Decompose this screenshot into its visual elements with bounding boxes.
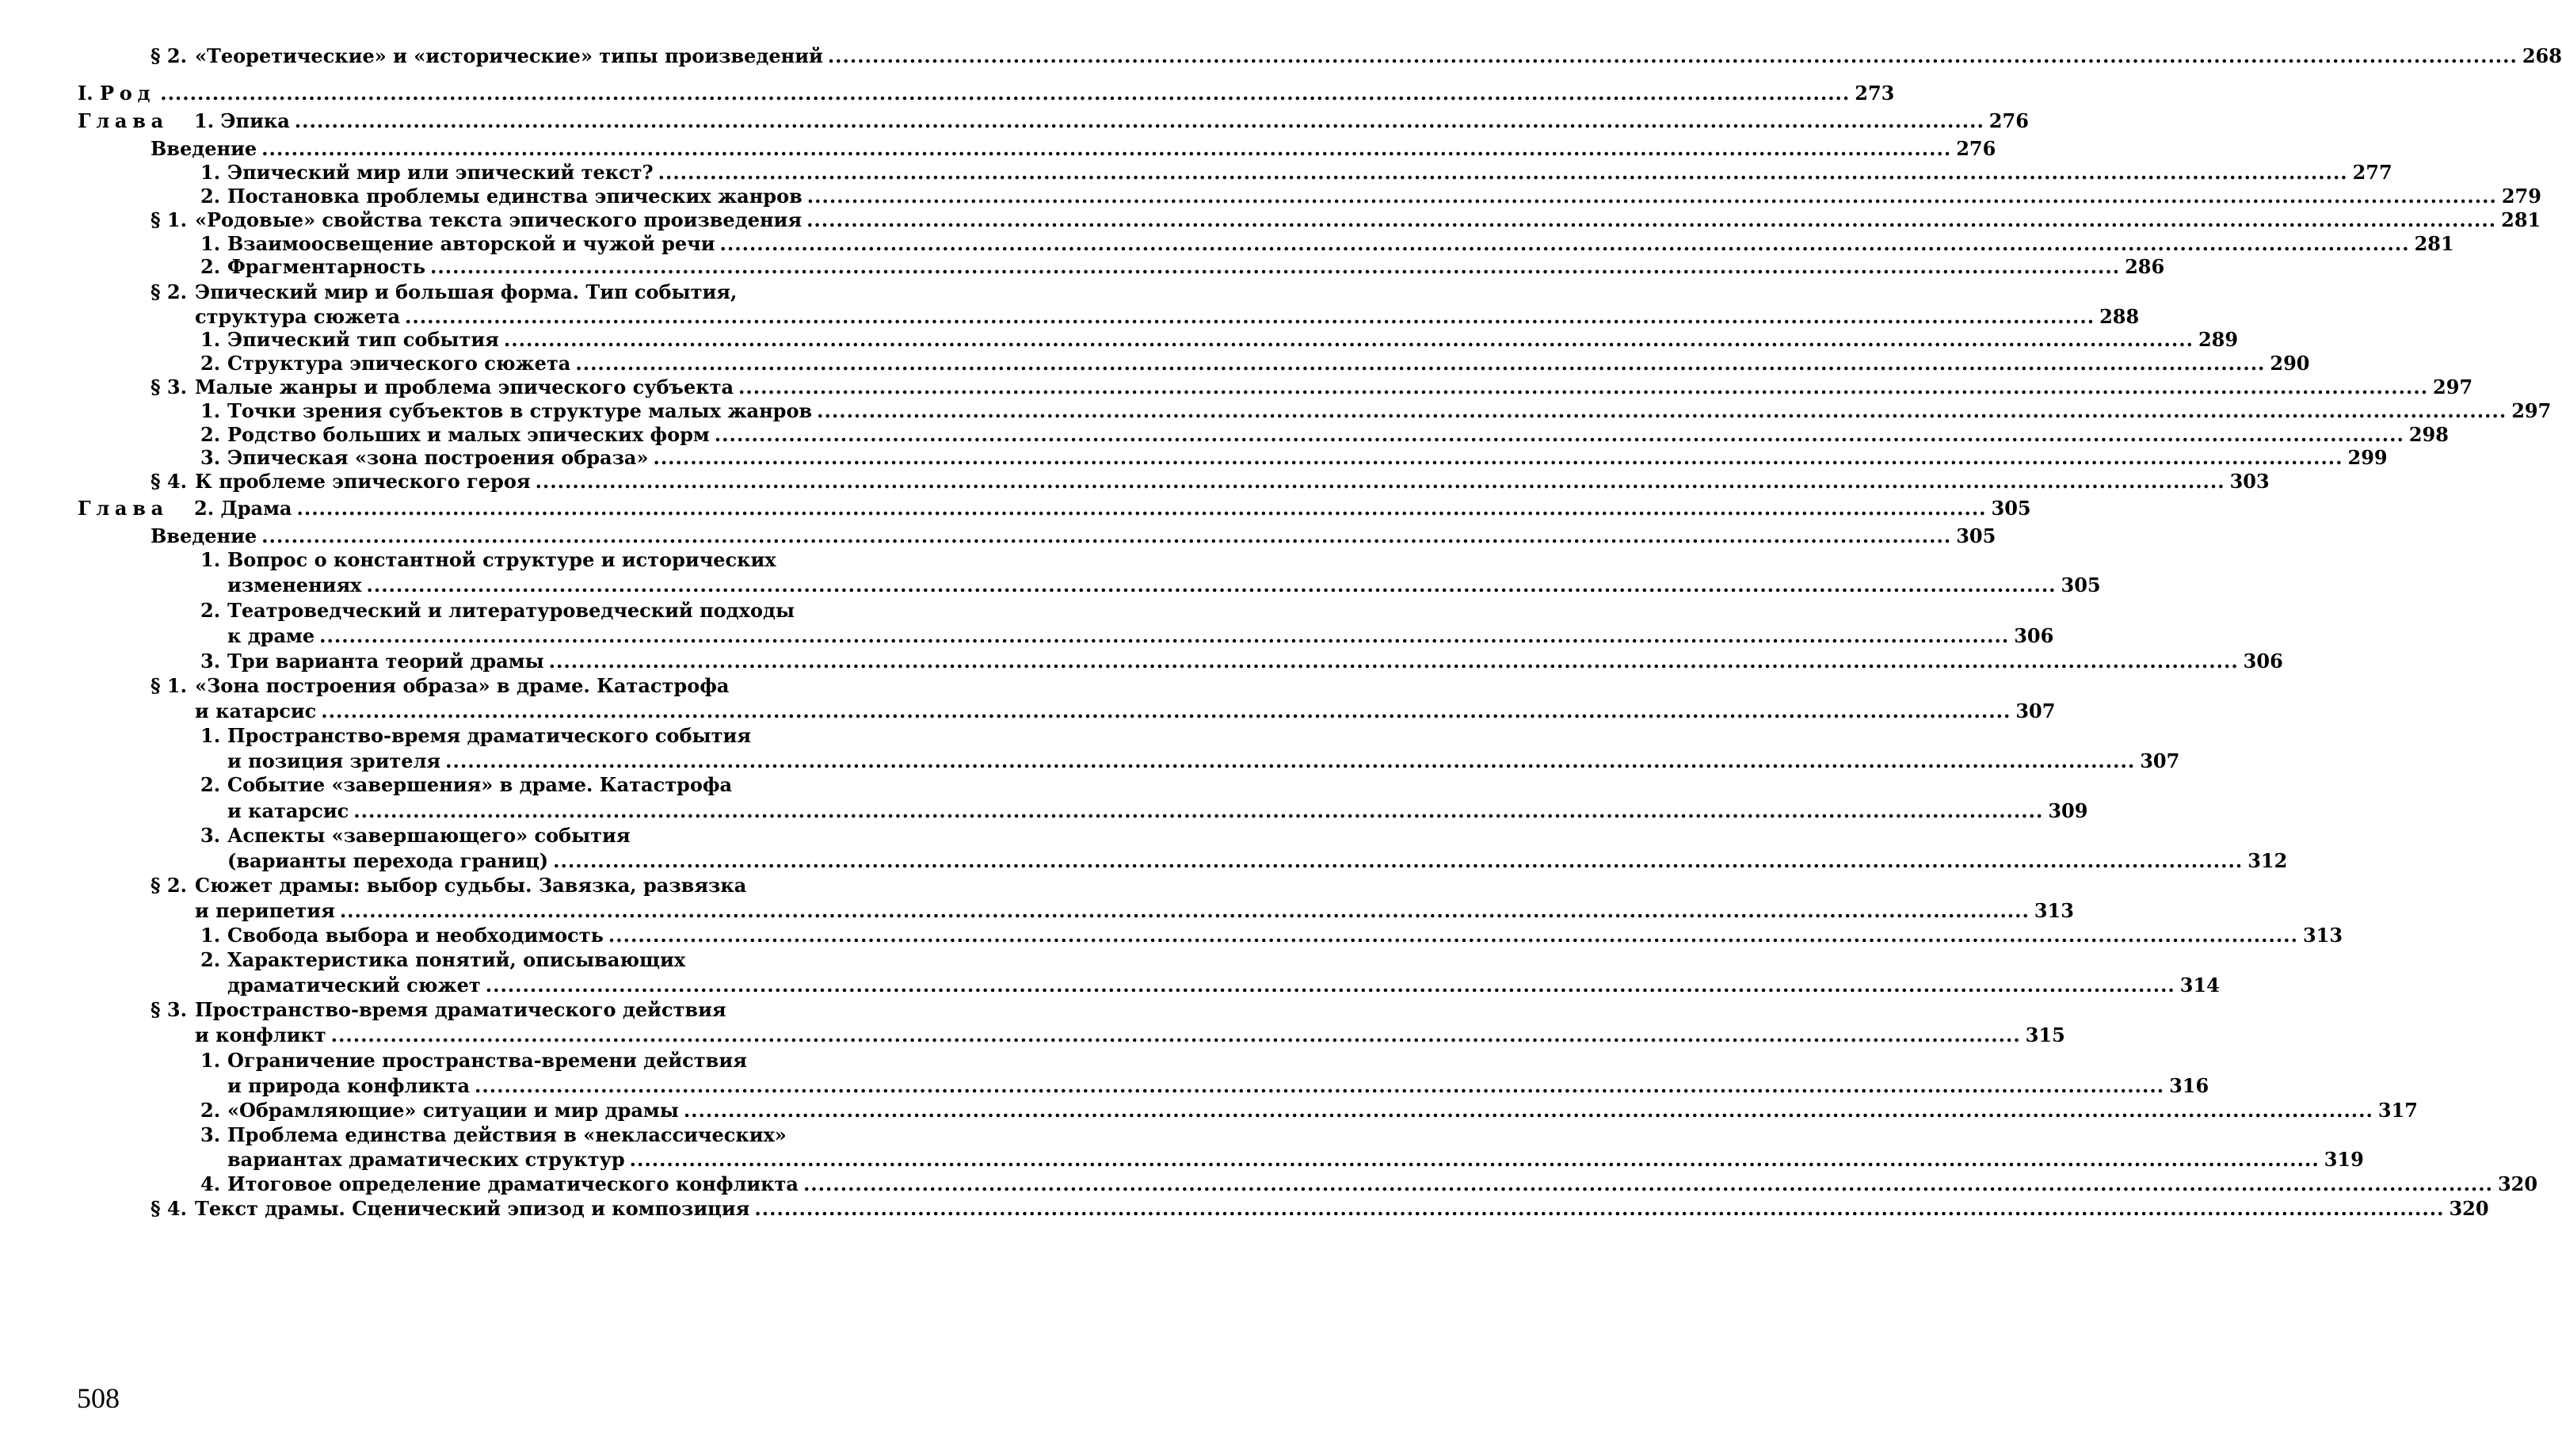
toc-entry-continuation — [195, 699, 873, 723]
toc-entry-continuation — [195, 305, 873, 329]
dot-leader — [828, 44, 2518, 68]
toc-entry-title: 1. Эпика — [194, 109, 290, 133]
toc-entry-page: 273 — [1855, 82, 1894, 105]
toc-entry-title: Проблема единства действия в «неклассических» — [227, 1123, 787, 1146]
toc-entry — [151, 137, 873, 161]
toc-entry-number: 2. — [200, 352, 227, 375]
dot-leader — [475, 1074, 2164, 1098]
toc-entry — [200, 161, 873, 185]
toc-entry-continuation — [227, 849, 873, 873]
toc-entry-title-continued: и катарсис — [195, 699, 316, 723]
toc-entry-number: § 4. — [151, 470, 195, 494]
toc-entry-number: I. — [78, 82, 100, 105]
toc-entry-title: Введение — [151, 137, 257, 161]
toc-entry-page: 288 — [2099, 305, 2139, 329]
toc-entry-title-continued: и природа конфликта — [227, 1074, 470, 1098]
toc-entry-title-continued: (варианты перехода границ) — [227, 849, 548, 873]
dot-leader — [504, 328, 2194, 352]
dot-leader — [803, 1172, 2493, 1196]
toc-entry-number: 1. — [200, 924, 227, 947]
dot-leader — [331, 1023, 2021, 1047]
toc-entry-page: 279 — [2502, 185, 2541, 208]
toc-entry — [200, 724, 751, 748]
dot-leader — [296, 497, 1986, 520]
toc-entry — [200, 1172, 873, 1196]
dot-leader — [738, 375, 2428, 399]
toc-entry-number: 1. — [200, 161, 227, 185]
toc-entry-number: § 4. — [151, 1197, 195, 1221]
toc-entry-page: 307 — [2140, 749, 2179, 773]
dot-leader — [553, 849, 2243, 873]
toc-entry-title-continued: и катарсис — [227, 799, 349, 823]
toc-entry-number: 3. — [200, 446, 227, 470]
toc-entry-title: Взаимоосвещение авторской и чужой речи — [227, 232, 715, 256]
toc-entry-title: Постановка проблемы единства эпических жанров — [227, 185, 803, 208]
toc-entry — [200, 185, 873, 208]
toc-entry-page: 319 — [2324, 1148, 2364, 1172]
toc-entry-title-continued: вариантах драматических структур — [227, 1148, 625, 1172]
dot-leader — [486, 974, 2175, 997]
toc-entry — [151, 280, 737, 304]
toc-entry-title: Свобода выбора и необходимость — [227, 924, 604, 947]
toc-entry — [200, 599, 795, 623]
toc-entry-title: Фрагментарность — [227, 255, 425, 279]
toc-entry-title: Характеристика понятий, описывающих — [227, 948, 685, 971]
toc-entry — [200, 948, 685, 972]
dot-leader — [536, 470, 2225, 494]
toc-entry — [200, 423, 873, 447]
toc-entry — [151, 524, 873, 548]
toc-entry-page: 306 — [2014, 624, 2053, 648]
toc-entry — [78, 82, 873, 105]
toc-entry-number: § 3. — [151, 375, 195, 399]
toc-entry-number: § 2. — [151, 874, 195, 898]
toc-entry-title: «Теоретические» и «исторические» типы произведений — [195, 44, 823, 68]
toc-entry-number: 1. — [200, 399, 227, 423]
toc-entry-title: Пространство-время драматического события — [227, 724, 751, 747]
toc-entry-title: Ограничение пространства-времени действия — [227, 1049, 747, 1072]
toc-entry — [200, 1123, 787, 1147]
toc-entry — [151, 874, 746, 898]
toc-entry-title: Пространство-время драматического действия — [195, 998, 726, 1021]
toc-entry-page: 297 — [2433, 375, 2472, 399]
toc-entry-title: Родство больших и малых эпических форм — [227, 423, 710, 447]
toc-entry — [200, 924, 873, 947]
toc-entry-title: «Обрамляющие» ситуации и мир драмы — [227, 1099, 679, 1122]
toc-entry — [200, 1049, 747, 1073]
dot-leader — [715, 423, 2404, 447]
toc-entry — [151, 674, 729, 698]
toc-entry-page: 299 — [2348, 446, 2388, 470]
toc-entry — [200, 232, 873, 256]
toc-entry-title: Театроведческий и литературоведческий подходы — [227, 599, 795, 622]
toc-entry-title: «Зона построения образа» в драме. Катастрофа — [195, 674, 729, 697]
toc-entry — [200, 548, 776, 572]
toc-entry-page: 316 — [2169, 1074, 2209, 1098]
dot-leader — [445, 749, 2135, 773]
toc-entry-number: 1. — [200, 724, 227, 748]
toc-entry-number: Глава — [78, 497, 194, 520]
toc-entry-title-continued: и позиция зрителя — [227, 749, 440, 773]
toc-entry-title-continued: и перипетия — [195, 899, 335, 923]
toc-entry-continuation — [227, 574, 873, 597]
toc-entry — [200, 824, 631, 848]
toc-entry-continuation — [227, 624, 873, 648]
dot-leader — [630, 1148, 2320, 1172]
dot-leader — [575, 352, 2265, 375]
toc-entry-number: 2. — [200, 423, 227, 447]
toc-entry-number: § 3. — [151, 998, 195, 1022]
toc-entry-page: 281 — [2415, 232, 2454, 256]
toc-entry-title: Введение — [151, 524, 257, 548]
toc-entry-number: § 2. — [151, 44, 195, 68]
toc-entry-number: 1. — [200, 548, 227, 572]
toc-entry — [200, 773, 732, 797]
toc-entry — [151, 375, 873, 399]
toc-entry-title: Событие «завершения» в драме. Катастрофа — [227, 773, 732, 796]
toc-entry-page: 307 — [2015, 699, 2055, 723]
toc-entry-title: Эпический мир или эпический текст? — [227, 161, 654, 185]
toc-entry-page: 315 — [2026, 1023, 2065, 1047]
toc-entry-continuation — [227, 749, 873, 773]
page-number: 508 — [77, 1382, 120, 1414]
dot-leader — [653, 446, 2343, 470]
toc-entry-title-continued: драматический сюжет — [227, 974, 481, 997]
toc-entry-title: Малые жанры и проблема эпического субъекта — [195, 375, 734, 399]
toc-entry-continuation — [195, 1023, 873, 1047]
dot-leader — [658, 161, 2348, 185]
toc-entry-continuation — [227, 974, 873, 997]
toc-entry-number: 2. — [200, 948, 227, 972]
dot-leader — [261, 524, 1951, 548]
dot-leader — [295, 109, 1984, 133]
toc-entry-number: 1. — [200, 232, 227, 256]
toc-entry — [151, 998, 726, 1022]
toc-entry-number: 1. — [200, 1049, 227, 1073]
dot-leader — [754, 1197, 2444, 1221]
dot-leader — [340, 899, 2030, 923]
toc-entry-number: 3. — [200, 650, 227, 673]
toc-entry-page: 305 — [2061, 574, 2101, 597]
toc-entry-page: 305 — [1956, 524, 1996, 548]
toc-entry-page: 276 — [1989, 109, 2029, 133]
toc-entry-page: 309 — [2048, 799, 2087, 823]
dot-leader — [684, 1099, 2373, 1122]
dot-leader — [366, 574, 2056, 597]
dot-leader — [549, 650, 2239, 673]
toc-entry-page: 303 — [2230, 470, 2270, 494]
toc-entry — [200, 328, 873, 352]
toc-entry-page: 317 — [2378, 1099, 2418, 1122]
table-of-contents — [0, 0, 951, 1456]
dot-leader — [807, 185, 2497, 208]
toc-entry-title: Аспекты «завершающего» события — [227, 824, 631, 847]
toc-entry-number: 3. — [200, 824, 227, 848]
toc-entry-continuation — [227, 1074, 873, 1098]
toc-entry-number: § 2. — [151, 280, 195, 304]
toc-entry-page: 305 — [1992, 497, 2031, 520]
dot-leader — [353, 799, 2043, 823]
toc-entry — [78, 109, 873, 133]
toc-entry — [200, 446, 873, 470]
toc-entry — [78, 497, 873, 520]
toc-entry-number: 2. — [200, 1099, 227, 1122]
toc-entry-page: 297 — [2511, 399, 2551, 423]
toc-entry-page: 313 — [2303, 924, 2343, 947]
toc-entry-continuation — [195, 899, 873, 923]
toc-entry — [151, 44, 873, 68]
toc-entry-number: 2. — [200, 773, 227, 797]
toc-entry-page: 286 — [2125, 255, 2164, 279]
toc-entry-title: Эпический мир и большая форма. Тип события, — [195, 280, 737, 303]
toc-entry — [200, 1099, 873, 1122]
toc-entry-number: § 1. — [151, 208, 195, 232]
toc-entry-page: 289 — [2198, 328, 2238, 352]
toc-entry-title: «Родовые» свойства текста эпического произведения — [195, 208, 802, 232]
toc-entry-page: 312 — [2247, 849, 2287, 873]
toc-entry-number: § 1. — [151, 674, 195, 698]
dot-leader — [817, 399, 2507, 423]
toc-entry-page: 281 — [2501, 208, 2541, 232]
toc-entry-title: Эпическая «зона построения образа» — [227, 446, 648, 470]
toc-entry-page: 314 — [2180, 974, 2220, 997]
toc-entry — [200, 399, 873, 423]
toc-entry — [200, 352, 873, 375]
toc-entry-title: 2. Драма — [194, 497, 292, 520]
toc-entry-title-continued: к драме — [227, 624, 315, 648]
toc-entry — [200, 650, 873, 673]
toc-entry-title: К проблеме эпического героя — [195, 470, 531, 494]
toc-entry-title: Сюжет драмы: выбор судьбы. Завязка, развязка — [195, 874, 746, 897]
dot-leader — [608, 924, 2298, 947]
toc-entry-title: Вопрос о константной структуре и исторических — [227, 548, 776, 571]
dot-leader — [261, 137, 1951, 161]
toc-entry-page: 313 — [2034, 899, 2074, 923]
toc-entry-title-continued: структура сюжета — [195, 305, 400, 329]
toc-entry-continuation — [227, 1148, 873, 1172]
toc-entry-title: Структура эпического сюжета — [227, 352, 570, 375]
toc-entry-number: 4. — [200, 1172, 227, 1196]
toc-entry-title-continued: и конфликт — [195, 1023, 326, 1047]
toc-entry-number: Глава — [78, 109, 194, 133]
toc-entry-number: 2. — [200, 255, 227, 279]
toc-entry-number: 3. — [200, 1123, 227, 1147]
toc-entry-title: Род — [100, 82, 155, 105]
toc-entry-continuation — [227, 799, 873, 823]
toc-entry-title: Эпический тип события — [227, 328, 499, 352]
toc-entry-page: 320 — [2498, 1172, 2537, 1196]
toc-entry-number: 1. — [200, 328, 227, 352]
dot-leader — [319, 624, 2009, 648]
toc-entry — [151, 1197, 873, 1221]
toc-entry — [200, 255, 873, 279]
dot-leader — [321, 699, 2011, 723]
toc-entry-number: 2. — [200, 185, 227, 208]
toc-entry-title-continued: изменениях — [227, 574, 361, 597]
toc-entry — [151, 470, 873, 494]
dot-leader — [160, 82, 1850, 105]
toc-entry — [151, 208, 873, 232]
toc-entry-title: Текст драмы. Сценический эпизод и композиция — [195, 1197, 749, 1221]
toc-entry-page: 268 — [2522, 44, 2562, 68]
toc-entry-title: Точки зрения субъектов в структуре малых жанров — [227, 399, 812, 423]
dot-leader — [430, 255, 2120, 279]
dot-leader — [720, 232, 2410, 256]
toc-entry-page: 306 — [2244, 650, 2283, 673]
toc-entry-page: 298 — [2409, 423, 2449, 447]
toc-entry-title: Итоговое определение драматического конфликта — [227, 1172, 799, 1196]
toc-entry-number: 2. — [200, 599, 227, 623]
toc-entry-page: 290 — [2270, 352, 2309, 375]
dot-leader — [405, 305, 2095, 329]
toc-entry-page: 276 — [1956, 137, 1996, 161]
toc-entry-page: 320 — [2449, 1197, 2488, 1221]
dot-leader — [806, 208, 2496, 232]
toc-entry-title: Три варианта теорий драмы — [227, 650, 544, 673]
toc-entry-page: 277 — [2353, 161, 2392, 185]
